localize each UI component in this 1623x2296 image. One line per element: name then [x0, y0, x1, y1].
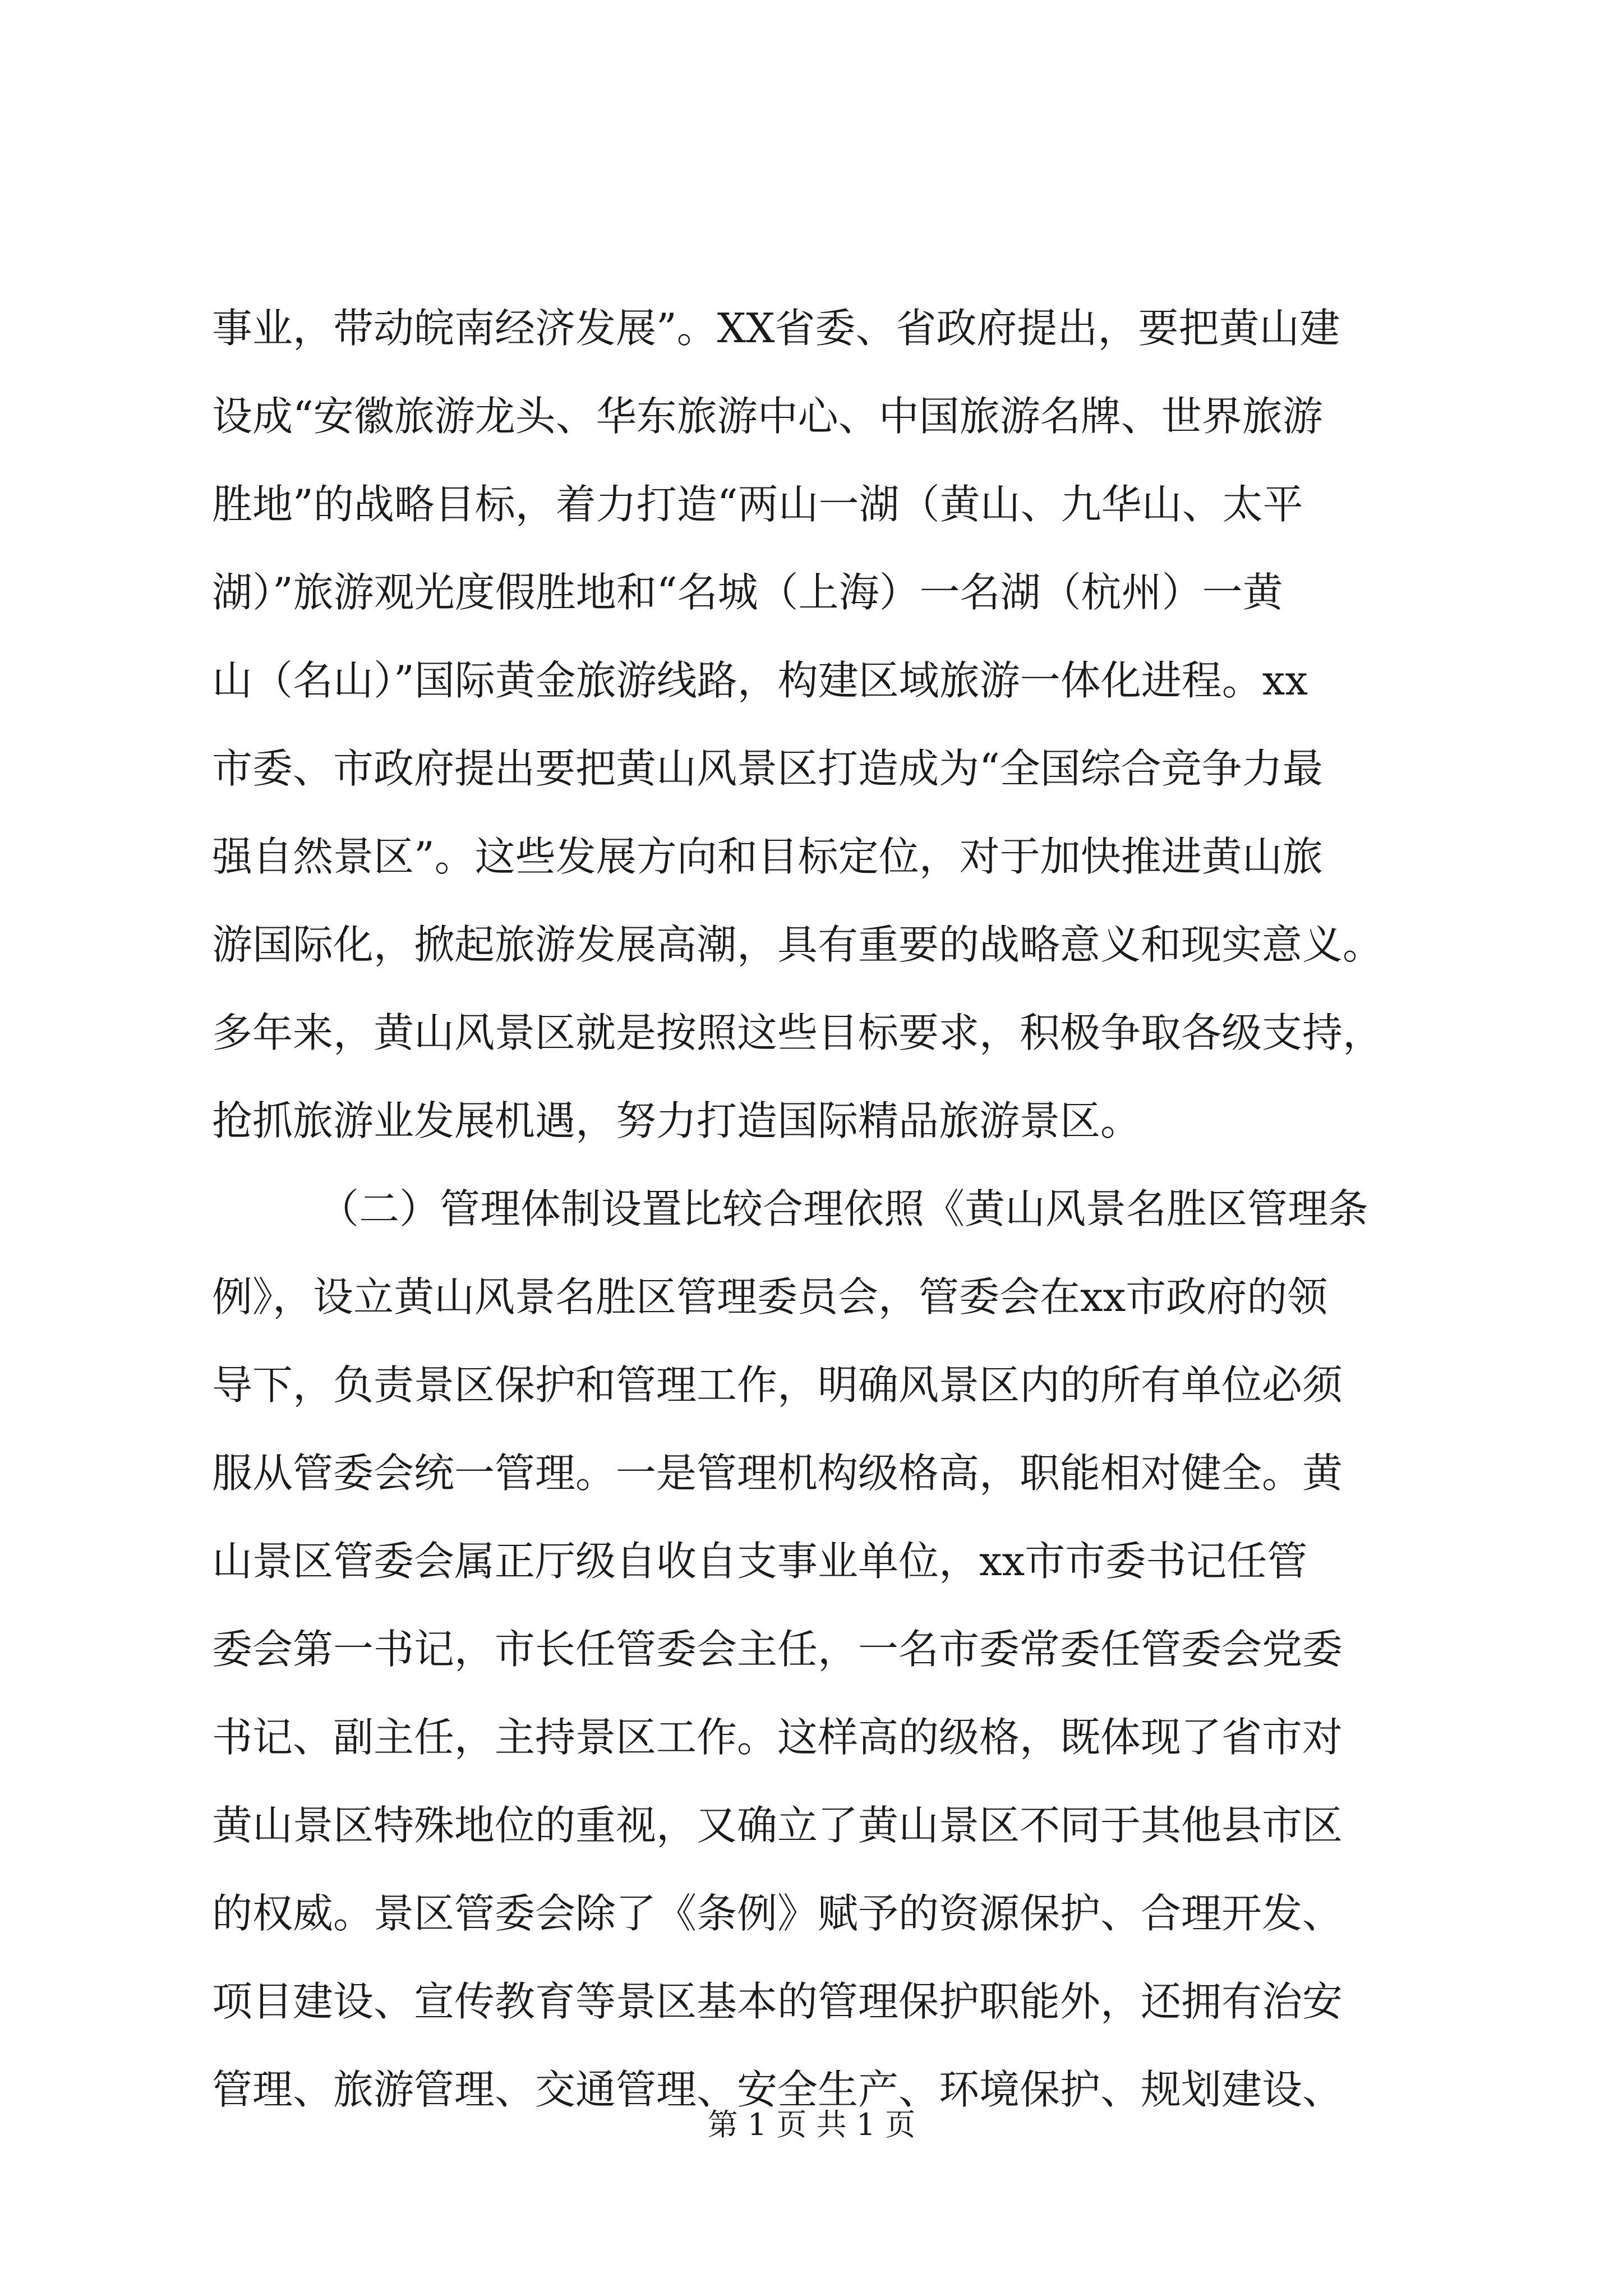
text-line: 湖）”旅游观光度假胜地和“名城（上海）一名湖（杭州）一黄 [212, 569, 1283, 616]
text-line: 强自然景区”。这些发展方向和目标定位，对于加快推进黄山旅 [212, 833, 1323, 880]
text-line: 管理、旅游管理、交通管理、安全生产、环境保护、规划建设、 [212, 2066, 1343, 2113]
text-line: 项目建设、宣传教育等景区基本的管理保护职能外，还拥有治安 [212, 1978, 1343, 2025]
text-line: 游国际化，掀起旅游发展高潮，具有重要的战略意义和现实意义。 [212, 921, 1384, 968]
text-line: （二）管理体制设置比较合理依照《黄山风景名胜区管理条 [319, 1185, 1369, 1232]
text-line: 服从管委会统一管理。一是管理机构级格高，职能相对健全。黄 [212, 1450, 1343, 1497]
text-line: 市委、市政府提出要把黄山风景区打造成为“全国综合竞争力最 [212, 745, 1323, 792]
text-line: 多年来，黄山风景区就是按照这些目标要求，积极争取各级支持， [212, 1009, 1384, 1056]
text-line: 黄山景区特殊地位的重视，又确立了黄山景区不同于其他县市区 [212, 1802, 1343, 1849]
text-line: 书记、副主任，主持景区工作。这样高的级格，既体现了省市对 [212, 1714, 1343, 1761]
text-line: 山景区管委会属正厅级自收自支事业单位，xx市市委书记任管 [212, 1538, 1308, 1585]
text-line: 的权威。景区管委会除了《条例》赋予的资源保护、合理开发、 [212, 1890, 1343, 1937]
text-line: 设成“安徽旅游龙头、华东旅游中心、中国旅游名牌、世界旅游 [212, 393, 1323, 440]
text-line: 山（名山）”国际黄金旅游线路，构建区域旅游一体化进程。xx [212, 657, 1308, 704]
text-line: 导下，负责景区保护和管理工作，明确风景区内的所有单位必须 [212, 1361, 1343, 1409]
text-line: 胜地”的战略目标，着力打造“两山一湖（黄山、九华山、太平 [212, 481, 1303, 528]
text-line: 抢抓旅游业发展机遇，努力打造国际精品旅游景区。 [212, 1097, 1141, 1144]
page-number-footer: 第 1 页 共 1 页 [707, 2107, 916, 2142]
text-line: 例》，设立黄山风景名胜区管理委员会，管委会在xx市政府的领 [212, 1273, 1328, 1320]
text-line: 事业，带动皖南经济发展”。XX省委、省政府提出，要把黄山建 [212, 305, 1340, 352]
text-line: 委会第一书记，市长任管委会主任，一名市委常委任管委会党委 [212, 1626, 1343, 1673]
